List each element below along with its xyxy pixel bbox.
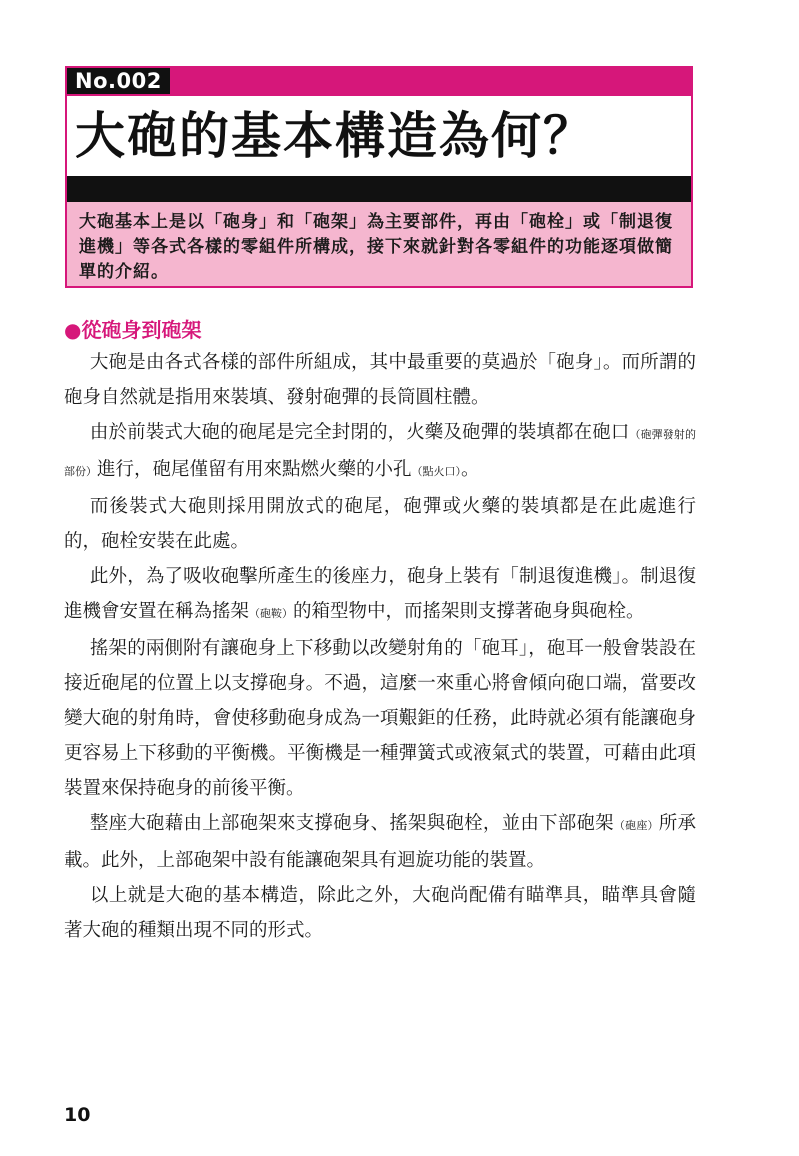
page-number: 10 (64, 1104, 91, 1126)
paragraph-2-note-vent: （點火口） (411, 465, 462, 478)
header-top-bar (67, 68, 691, 96)
paragraph-4 (64, 559, 696, 631)
header-divider-bar (67, 176, 691, 202)
paragraph-4-text-a: 此外，為了吸收砲擊所產生的後座力，砲身上裝有「制退復進機」。制退復進機會安置在稱為搖架 (64, 566, 696, 622)
paragraph-2-note-muzzle: （砲彈發射的部份） (64, 428, 696, 478)
paragraph-6-text-a: 整座大砲藉由上部砲架來支撐砲身、搖架與砲栓，並由下部砲架 (89, 813, 614, 834)
article-header (65, 66, 693, 288)
paragraph-6-note-mount: （砲座） (613, 819, 659, 832)
paragraph-5: 搖架的兩側附有讓砲身上下移動以改變射角的「砲耳」，砲耳一般會裝設在接近砲尾的位置上以支撐砲身。不過，這麼一來重心將會傾向砲口端，當要改變大砲的射角時，會使移動砲身成為一項艱鉅的任務，此時就必須有能讓砲身更容易上下移動的平衡機。平衡機是一種彈簧式或液氣式的裝置，可藉由此項裝置來保持砲身的前後平衡。 (64, 638, 696, 799)
paragraph-2-text-c: 。 (461, 459, 480, 480)
page-title: 大砲的基本構造為何？ (67, 96, 691, 176)
article-number-badge: No.002 (67, 68, 170, 94)
paragraph-6-text-b: 所承載。此外，上部砲架中設有能讓砲架具有迴旋功能的裝置。 (64, 813, 696, 871)
section-heading: ●從砲身到砲架 (64, 318, 202, 342)
paragraph-4-text-b: 的箱型物中，而搖架則支撐著砲身與砲栓。 (293, 601, 645, 622)
paragraph-1: 大砲是由各式各樣的部件所組成，其中最重要的莫過於「砲身」。而所謂的砲身自然就是指用來裝填、發射砲彈的長筒圓柱體。 (64, 352, 696, 408)
paragraph-4-note-cradle: （砲鞍） (249, 607, 294, 620)
paragraph-2 (64, 415, 696, 489)
paragraph-2-text-b: 進行，砲尾僅留有用來點燃火藥的小孔 (97, 459, 412, 480)
paragraph-6 (64, 806, 696, 878)
paragraph-3: 而後裝式大砲則採用開放式的砲尾，砲彈或火藥的裝填都是在此處進行的，砲栓安裝在此處。 (64, 496, 696, 552)
article-body (64, 345, 696, 948)
paragraph-7: 以上就是大砲的基本構造，除此之外，大砲尚配備有瞄準具，瞄準具會隨著大砲的種類出現不同的形式。 (64, 885, 696, 941)
paragraph-2-text-a: 由於前裝式大砲的砲尾是完全封閉的，火藥及砲彈的裝填都在砲口 (89, 422, 630, 443)
summary-box: 大砲基本上是以「砲身」和「砲架」為主要部件，再由「砲栓」或「制退復進機」等各式各樣的零組件所構成，接下來就針對各零組件的功能逐項做簡單的介紹。 (67, 202, 691, 286)
